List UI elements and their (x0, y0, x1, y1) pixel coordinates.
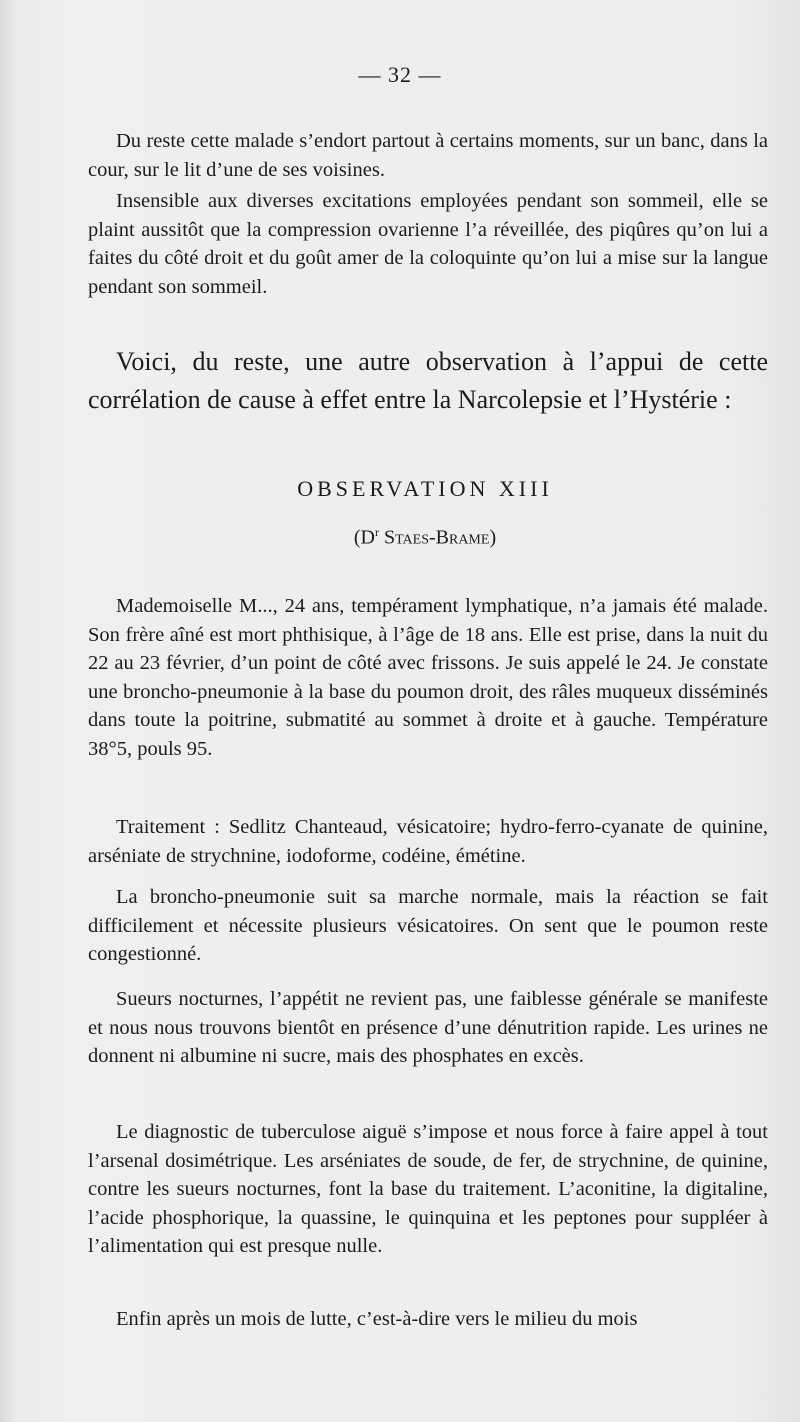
author-suffix: ) (489, 526, 497, 549)
author-prefix: (D (353, 526, 375, 549)
paragraph-sleeping-patient: Du reste cette malade s’endort partout à certains moments, sur un banc, dans la cour, sur le lit d’une de ses voisines. (88, 130, 768, 181)
paragraph-night-sweats: Sueurs nocturnes, l’appétit ne revient pas, une faiblesse générale se manifeste et nous nous trouvons bientôt en présence d’une dénutrition rapide. Les urines ne donnent ni albumine ni sucre, mais des phosphates en excès. (88, 988, 768, 1067)
author-title-sup: r (374, 525, 379, 539)
observation-author (0, 525, 800, 550)
paragraph-conclusion-start: Enfin après un mois de lutte, c’est-à-dire vers le milieu du mois (116, 1308, 638, 1330)
paragraph-broncho-pneumonia: La broncho-pneumonie suit sa marche normale, mais la réaction se fait difficilement et nécessite plusieurs vésicatoires. On sent que le poumon reste congestionné. (88, 886, 768, 965)
paragraph-case-history: Mademoiselle M..., 24 ans, tempérament lymphatique, n’a jamais été malade. Son frère aîné est mort phthisique, à l’âge de 18 ans. Elle est prise, dans la nuit du 22 au 23 février, d’un point de côté avec frissons. Je suis appelé le 24. Je constate une broncho-pneumonie à la base du poumon droit, des râles muqueux disséminés dans toute la poitrine, submatité au sommet à droite et à gauche. Température 38°5, pouls 95. (88, 595, 768, 760)
author-name: Staes-Brame (383, 526, 490, 549)
page-number: — 32 — (358, 62, 442, 87)
paragraph-insensible: Insensible aux diverses excitations employées pendant son sommeil, elle se plaint aussitôt que la compression ovarienne l’a réveillée, des piqûres qu’on lui a faites du côté droit et du goût amer de la coloquinte qu’on lui a mise sur la langue pendant son sommeil. (88, 190, 768, 298)
paragraph-intro-observation: Voici, du reste, une autre observation à l’appui de cette corrélation de cause à effet entre la Narcolepsie et l’Hystérie : (88, 347, 768, 414)
paragraph-diagnosis: Le diagnostic de tuberculose aiguë s’impose et nous force à faire appel à tout l’arsenal dosimétrique. Les arséniates de soude, de fer, de strychnine, de quinine, contre les sueurs nocturnes, font la base du traitement. L’aconitine, la digitaline, l’acide phosphorique, la quassine, le quinquina et les peptones pour suppléer à l’alimentation qui est presque nulle. (88, 1121, 768, 1257)
observation-title: OBSERVATION XIII (297, 476, 553, 501)
paragraph-treatment: Traitement : Sedlitz Chanteaud, vésicatoire; hydro-ferro-cyanate de quinine, arséniate de strychnine, iodoforme, codéine, émétine. (88, 816, 768, 867)
